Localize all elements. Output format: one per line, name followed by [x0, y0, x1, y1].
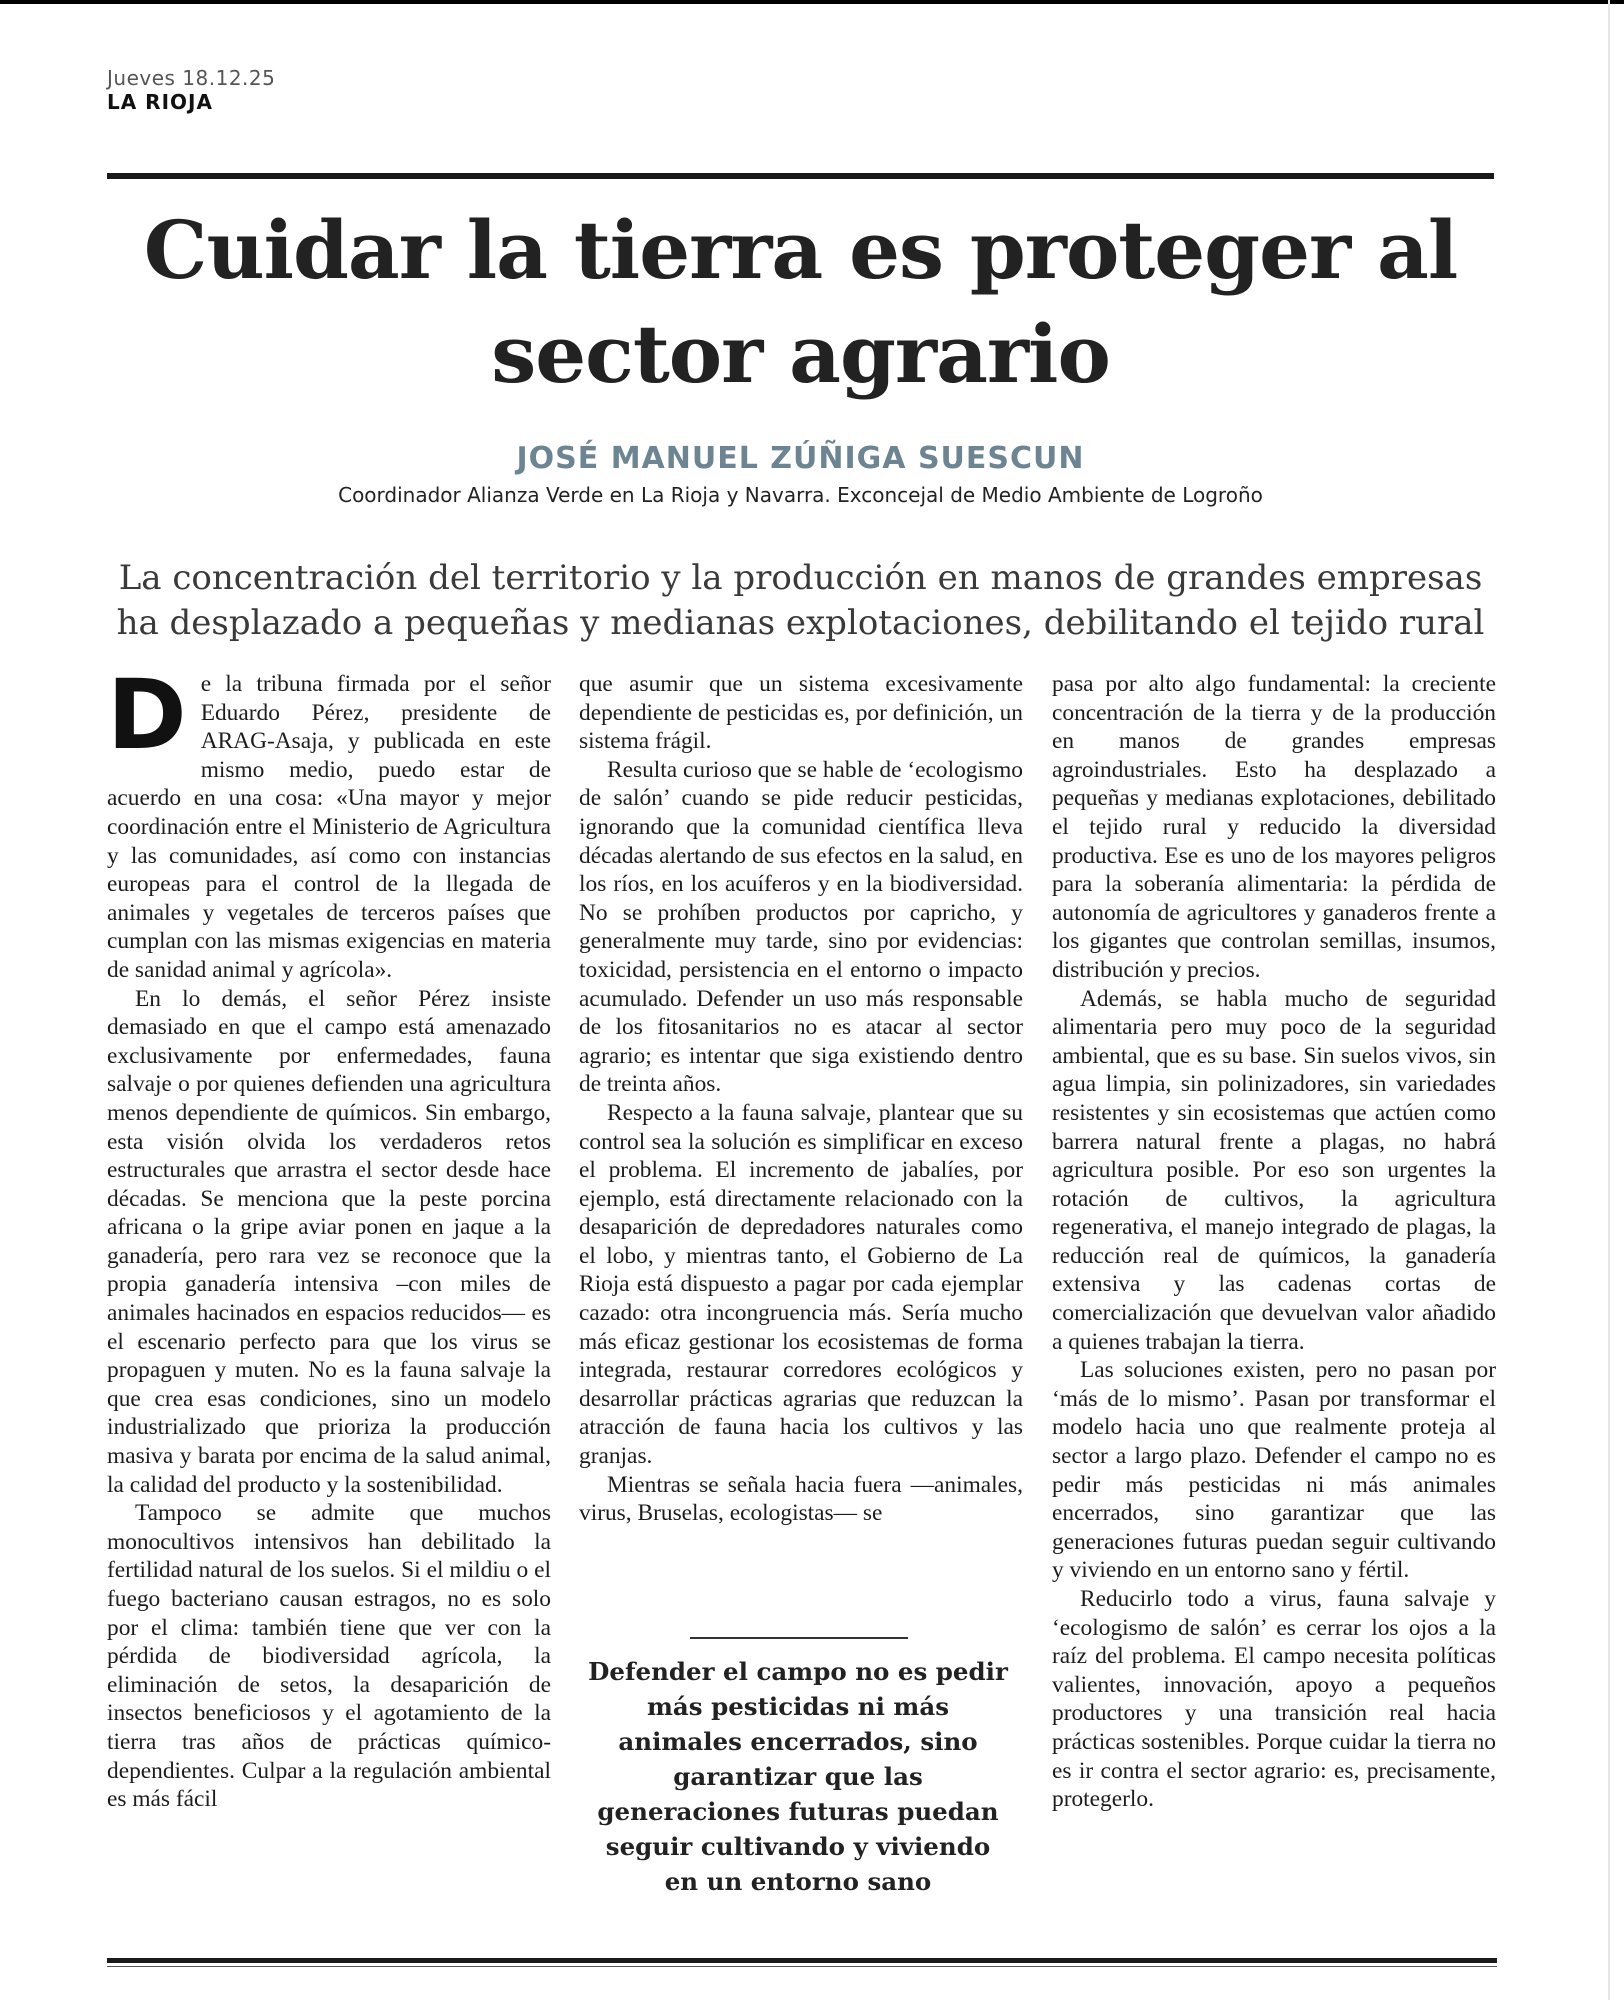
page-edge	[1608, 0, 1610, 2000]
footer-rule-thin	[107, 1966, 1497, 1967]
author-role: Coordinador Alianza Verde en La Rioja y Navarra. Exconcejal de Medio Ambiente de Logroño	[338, 483, 1263, 507]
paragraph: Tampoco se admite que muchos monocultivos intensivos han debilitado la fertilidad natural de los suelos. Si el mildiu o el fuego bacteriano causan estragos, no es solo por el clima: también tiene que ver con la pérdida de biodiversidad agrícola, la eliminación de setos, la desaparición de insectos beneficiosos y el agotamiento de la tierra tras años de prácticas químico-dependientes. Culpar a la regulación ambiental es más fácil	[107, 1500, 551, 1813]
header-rule	[107, 173, 1494, 179]
article-column-2	[579, 670, 1023, 1528]
masthead	[107, 66, 275, 114]
article-column-3	[1052, 670, 1496, 1814]
top-border	[0, 0, 1624, 4]
drop-cap: D	[107, 659, 187, 771]
article-column-1	[107, 659, 551, 1814]
paragraph: Reducirlo todo a virus, fauna salvaje y ‘ecologismo de salón’ es cerrar los ojos a la raíz del problema. El campo necesita políticas valientes, innovación, apoyo a pequeños productores y una transición real hacia prácticas sostenibles. Porque cuidar la tierra no es ir contra el sector agrario: es, precisamente, protegerlo.	[1052, 1586, 1496, 1813]
paragraph: Mientras se señala hacia fuera —animales, virus, Bruselas, ecologistas— se	[579, 1471, 1023, 1527]
paragraph: Respecto a la fauna salvaje, plantear que su control sea la solución es simplificar en exceso el problema. El incremento de jabalíes, por ejemplo, está directamente relacionado con la desaparición de depredadores naturales como el lobo, y mientras tanto, el Gobierno de La Rioja está dispuesto a pagar por cada ejemplar cazado: otra incongruencia más. Sería mucho más eficaz gestionar los ecosistemas de forma integrada, restaurar corredores ecológicos y desarrollar prácticas agrarias que reduzcan la atracción de fauna hacia los cultivos y las granjas.	[579, 1099, 1023, 1470]
paragraph: En lo demás, el señor Pérez insiste demasiado en que el campo está amenazado exclusivamente por enfermedades, fauna salvaje o por quienes defienden una agricultura menos dependiente de químicos. Sin embargo, esta visión olvida los verdaderos retos estructurales que arrastra el sector desde hace décadas. Se menciona que la peste porcina africana o la gripe aviar ponen en jaque a la ganadería, pero rara vez se reconoce que la propia ganadería intensiva –con miles de animales hacinados en espacios reducidos— es el escenario perfecto para que los virus se propaguen y muten. No es la fauna salvaje la que crea esas condiciones, sino un modelo industrializado que prioriza la producción masiva y barata por encima de la salud animal, la calidad del producto y la sostenibilidad.	[107, 985, 551, 1498]
author-name: JOSÉ MANUEL ZÚÑIGA SUESCUN	[516, 441, 1085, 476]
article-deck: La concentración del territorio y la producción en manos de grandes empresas ha desplazado a pequeñas y medianas explotaciones, debilitando el tejido rural	[116, 558, 1485, 643]
newspaper-name: LA RIOJA	[107, 90, 213, 114]
paragraph: Las soluciones existen, pero no pasan por ‘más de lo mismo’. Pasan por transformar el modelo hacia uno que realmente proteja al sector a largo plazo. Defender el campo no es pedir más pesticidas ni más animales encerrados, sino garantizar que las generaciones futuras puedan seguir cultivando y viviendo en un entorno sano y fértil.	[1052, 1357, 1496, 1584]
paragraph: que asumir que un sistema excesivamente dependiente de pesticidas es, por definición, un sistema frágil.	[579, 671, 1023, 755]
paragraph: Además, se habla mucho de seguridad alimentaria pero muy poco de la seguridad ambiental, que es su base. Sin suelos vivos, sin agua limpia, sin polinizadores, sin variedades resistentes y sin ecosistemas que actúen como barrera natural frente a plagas, no habrá agricultura posible. Por eso son urgentes la rotación de cultivos, la agricultura regenerativa, el manejo integrado de plagas, la reducción real de químicos, la ganadería extensiva y las cadenas cortas de comercialización que devuelvan valor añadido a quienes trabajan la tierra.	[1052, 985, 1496, 1355]
pullquote-rule	[690, 1637, 908, 1639]
paragraph: Resulta curioso que se hable de ‘ecologismo de salón’ cuando se pide reducir pesticidas, ignorando que la comunidad científica lleva décadas alertando de sus efectos en la salud, en los ríos, en los acuíferos y en la biodiversidad. No se prohíben productos por capricho, y generalmente muy tarde, sino por evidencias: toxicidad, persistencia en el entorno o impacto acumulado. Defender un uso más responsable de los fitosanitarios no es atacar al sector agrario; es intentar que siga existiendo dentro de treinta años.	[579, 756, 1023, 1098]
edition-date: Jueves 18.12.25	[107, 66, 276, 90]
footer-rule	[107, 1958, 1497, 1963]
article-headline: Cuidar la tierra es proteger al sector agrario	[143, 203, 1458, 401]
paragraph: pasa por alto algo fundamental: la creciente concentración de la tierra y de la producción en manos de grandes empresas agroindustriales. Esto ha desplazado a pequeñas y medianas explotaciones, debilitado el tejido rural y reducido la diversidad productiva. Ese es uno de los mayores peligros para la soberanía alimentaria: la pérdida de autonomía de agricultores y ganaderos frente a los gigantes que controlan semillas, insumos, distribución y precios.	[1052, 671, 1496, 983]
paragraph: e la tribuna firmada por el señor Eduardo Pérez, presidente de ARAG-Asaja, y publicada en este mismo medio, puedo estar de acuerdo en una cosa: «Una mayor y mejor coordinación entre el Ministerio de Agricultura y las comunidades, así como con instancias europeas para el control de la llegada de animales y vegetales de terceros países que cumplan con las mismas exigencias en materia de sanidad animal y agrícola».	[107, 671, 551, 983]
pull-quote: Defender el campo no es pedir más pesticidas ni más animales encerrados, sino garantizar que las generaciones futuras puedan seguir cultivando y viviendo en un entorno sano	[588, 1657, 1008, 1896]
